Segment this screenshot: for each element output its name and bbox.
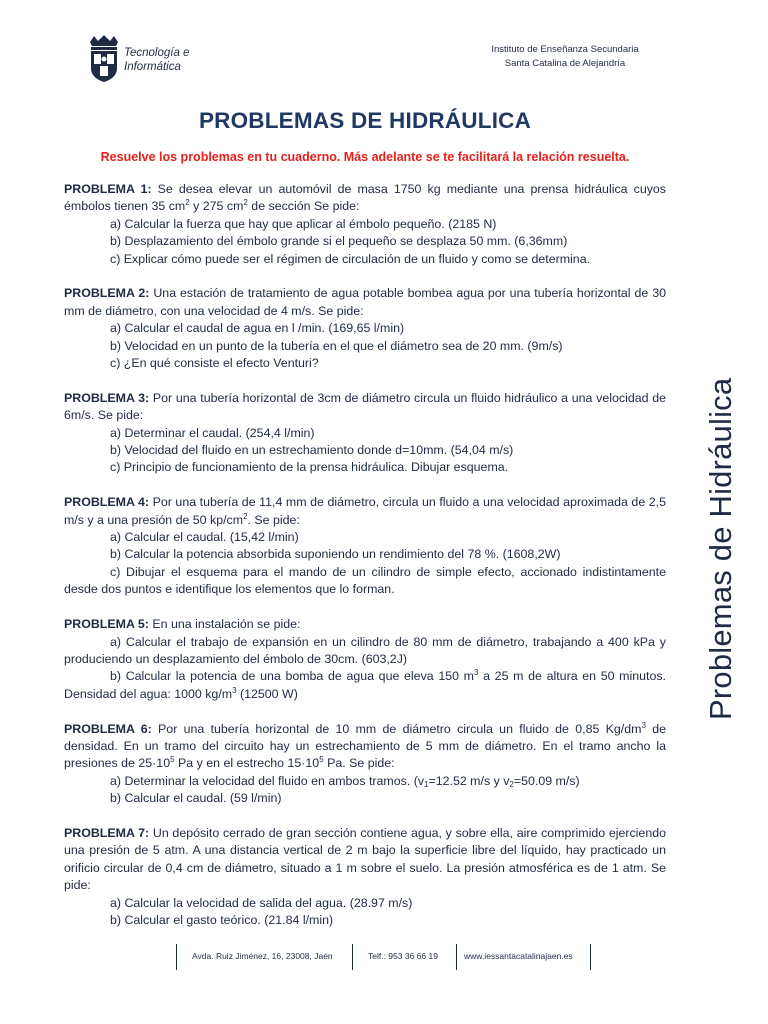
problem-2 [64,285,666,372]
problem-item: c) Explicar cómo puede ser el régimen de circulación de un fluido y como se determina. [110,251,591,266]
footer-divider [590,944,591,970]
page-footer [176,944,596,970]
footer-divider [352,944,353,970]
superscript: 2 [243,198,248,208]
problem-3 [64,390,666,477]
footer-divider [456,944,457,970]
problem-text: Pa y en el estrecho 15·10 [174,756,320,771]
problem-label: PROBLEMA 3: [64,390,150,405]
problem-statement [64,616,666,633]
footer-phone: Telf.: 953 36 66 19 [368,951,438,961]
superscript: 2 [185,198,190,208]
subscript: 2 [509,779,514,789]
superscript: 5 [170,755,175,765]
problem-label: PROBLEMA 2: [64,286,150,301]
problem-item: b) Calcular la potencia absorbida suponiendo un rendimiento del 78 %. (1608,2W) [110,547,561,562]
school-line-2: Santa Catalina de Alejandría [504,58,626,69]
problem-item: a) Calcular el caudal de agua en l /min. (169,65 l/min) [110,321,405,336]
school-name [480,43,650,71]
problem-item [64,773,666,790]
footer-address: Avda. Ruiz Jiménez, 16, 23008, Jaén [192,951,333,961]
superscript: 3 [641,720,646,730]
problem-text: Una estación de tratamiento de agua potable bombea agua por una tubería horizontal de 30 mm de diámetro, con una velocidad de 4 m/s. Se pide: [64,286,666,318]
problem-label: PROBLEMA 7: [64,825,150,840]
problem-text: Por una tubería horizontal de 10 mm de diámetro circula un fluido de 0,85 Kg/dm [151,721,642,736]
problem-text: a) Determinar la velocidad del fluido en ambos tramos. (v [110,773,425,788]
problem-1 [64,181,666,268]
problem-statement [64,285,666,320]
problem-label: PROBLEMA 6: [64,721,152,736]
problem-label: PROBLEMA 1: [64,182,152,196]
problem-text: Se desea elevar un automóvil de masa 1750 kg mediante una prensa hidráulica cuyos émbolos tienen 35 cm [64,182,666,214]
problem-text: b) Calcular la potencia de una bomba de agua que eleva 150 m [110,669,474,684]
superscript: 3 [232,685,237,695]
problem-label: PROBLEMA 5: [64,617,149,632]
problem-text: (12500 W) [236,686,298,701]
problem-item: b) Calcular el gasto teórico. (21.84 l/min) [110,912,334,927]
problem-4 [64,494,666,598]
problem-item: c) Dibujar el esquema para el mando de un cilindro de simple efecto, accionado indistintamente desde dos puntos e identifique los elementos que lo forman. [64,564,666,597]
department-name [124,46,189,74]
department-line-1: Tecnología e [124,47,190,59]
problem-text: =50.09 m/s) [513,773,580,788]
problem-item: b) Calcular el caudal. (59 l/min) [110,791,282,806]
footer-divider [176,944,177,970]
subscript: 1 [424,779,429,789]
problem-text: . Se pide: [247,512,300,527]
footer-website: www.iessantacatalinajaen.es [464,951,573,961]
problem-text: Por una tubería de 11,4 mm de diámetro, circula un fluido a una velocidad aproximada de 2,5 m/s y a una presión de 50 kp/cm [64,495,667,527]
problem-item: b) Velocidad del fluido en un estrechamiento donde d=10mm. (54,04 m/s) [110,443,514,458]
problem-item: a) Calcular el caudal. (15,42 l/min) [110,530,299,545]
problem-item: a) Determinar el caudal. (254,4 l/min) [110,425,315,440]
department-line-2: Informática [124,61,181,73]
problem-text: Un depósito cerrado de gran sección contiene agua, y sobre ella, aire comprimido ejerciendo una presión de 5 atm. A una distancia vertical de 2 m bajo la superficie libre del líquido, hay practicado un orificio circular de 0,4 cm de diámetro, situado a 1 m sobre el suelo. La presión atmosférica es de 1 atm. Se pide: [64,825,666,893]
side-title: Problemas de Hidráulica [703,377,738,720]
page-title: PROBLEMAS DE HIDRÁULICA [198,108,532,133]
problem-text: Pa. Se pide: [323,756,395,771]
problem-text: a 25 m de altura en 50 minutos. Densidad del agua: 1000 kg/m [64,669,666,701]
problem-text: de densidad. En un tramo del circuito hay un estrechamiento de 5 mm de diámetro. En el tramo ancho la presiones de 25·10 [64,721,666,771]
problem-statement [64,825,666,895]
school-line-1: Instituto de Enseñanza Secundaria [491,44,639,55]
problem-6 [64,721,666,808]
problem-label: PROBLEMA 4: [64,495,150,510]
problem-5 [64,616,666,703]
problem-item: c) ¿En qué consiste el efecto Venturi? [110,356,319,371]
problem-item: a) Calcular la velocidad de salida del agua. (28.97 m/s) [110,895,413,910]
superscript: 5 [319,755,324,765]
problem-statement [64,390,666,425]
problem-statement [64,494,666,529]
problem-statement [64,721,666,773]
problem-item: a) Calcular el trabajo de expansión en un cilindro de 80 mm de diámetro, trabajando a 400 kPa y produciendo un desplazamiento del émbolo de 30cm. (603,2J) [64,634,666,666]
problem-item: a) Calcular la fuerza que hay que aplicar al émbolo pequeño. (2185 N) [110,216,497,231]
problem-item: c) Principio de funcionamiento de la prensa hidráulica. Dibujar esquema. [110,460,509,475]
problem-statement [64,181,666,216]
instruction-note: Resuelve los problemas en tu cuaderno. Más adelante se te facilitará la relación resuelta. [100,150,630,164]
page-header [0,0,768,100]
problem-text: =12.52 m/s y v [428,773,510,788]
problem-text: y 275 cm [189,199,244,214]
school-seal-logo [86,34,122,84]
problem-item [64,668,666,703]
problem-list [64,181,666,947]
superscript: 2 [243,511,248,521]
problem-item: b) Velocidad en un punto de la tubería en el que el diámetro sea de 20 mm. (9m/s) [110,338,563,353]
superscript: 3 [474,668,479,678]
problem-text: Por una tubería horizontal de 3cm de diámetro circula un fluido hidráulico a una velocidad de 6m/s. Se pide: [64,390,666,423]
problem-item: b) Desplazamiento del émbolo grande si el pequeño se desplaza 50 mm. (6,36mm) [110,234,568,249]
problem-7 [64,825,666,929]
problem-text: de sección Se pide: [247,199,360,214]
problem-text: En una instalación se pide: [148,617,301,632]
